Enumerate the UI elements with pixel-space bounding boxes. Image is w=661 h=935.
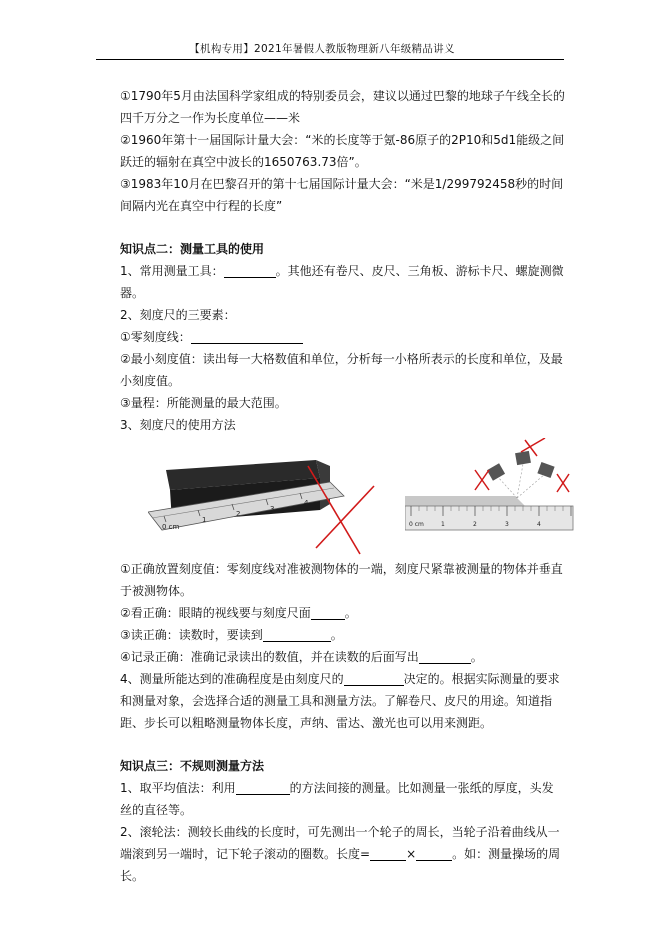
right-tick-2: 2 [473,521,477,528]
history-2: ②1960年第十一届国际计量大会：“米的长度等于氪-86原子的2P10和5d1能级之间跃迁的辐射在真空中波长的1650763.73倍”。 [120,133,565,169]
blank-accuracy [344,671,404,686]
blank-wheel-2 [416,846,452,861]
right-tick-1: 1 [441,521,445,528]
read-correct: ③读正确：读数时，要读到 。 [120,628,343,642]
left-tick-3: 3 [270,505,275,513]
section-2-heading: 知识点二：测量工具的使用 [120,242,265,256]
blank-read [263,627,331,642]
three-elements: 2、刻度尺的三要素： [120,308,236,322]
document-body [120,85,565,887]
range-item: ③量程：所能测量的最大范围。 [120,396,287,410]
right-tick-4: 4 [537,521,541,528]
history-1: ①1790年5月由法国科学家组成的特别委员会，建议以通过巴黎的地球子午线全长的四千万分之一作为长度单位——米 [120,89,565,125]
wheel-method: 2、滚轮法：测较长曲线的长度时，可先测出一个轮子的周长，当轮子沿着曲线从一端滚到另一端时，记下轮子滚动的圈数。长度= × 。如：测量操场的周长。 [120,825,561,883]
ruler-figures [120,438,565,556]
min-division-item: ②最小刻度值：读出每一大格数值和单位，分析每一小格所表示的长度和单位，及最小刻度值。 [120,352,563,388]
common-tools-line: 1、常用测量工具： 。其他还有卷尺、皮尺、三角板、游标卡尺、螺旋测微器。 [120,264,564,300]
ruler-placement-figure [148,438,378,556]
blank-average [236,780,290,795]
zero-line-item: ①零刻度线： [120,326,565,348]
place-correct: ①正确放置刻度值：零刻度线对准被测物体的一端，刻度尺紧靠被测量的物体并垂直于被测物体。 [120,562,563,598]
blank-look [311,605,345,620]
left-ruler-label: 0 cm [162,523,180,531]
record-correct: ④记录正确：准确记录读出的数值，并在读数的后面写出 。 [120,650,483,664]
history-3: ③1983年10月在巴黎召开的第十七届国际计量大会：“米是1/299792458秒的时间间隔内光在真空中行程的长度” [120,177,564,213]
left-tick-2: 2 [236,510,241,518]
blank-zero-line [191,329,303,344]
accuracy-item: 4、测量所能达到的准确程度是由刻度尺的 决定的。根据实际测量的要求和测量对象，会选择合适的测量工具和测量方法。了解卷尺、皮尺的用途。知道指距、步长可以粗略测量物体长度，声纳、雷达、激光也可以用来测距。 [120,672,560,730]
page-header: 【机构专用】2021年暑假人教版物理新八年级精品讲义 [189,43,455,55]
ruler-reading-figure [405,438,575,556]
average-method: 1、取平均值法：利用 的方法间接的测量。比如测量一张纸的厚度，头发丝的直径等。 [120,781,554,817]
right-tick-3: 3 [505,521,509,528]
blank-wheel-1 [370,846,406,861]
left-tick-1: 1 [202,516,207,524]
left-tick-4: 4 [304,499,309,507]
blank-record [419,649,471,664]
section-3-heading: 知识点三：不规则测量方法 [120,759,265,773]
look-correct: ②看正确：眼睛的视线要与刻度尺面 。 [120,606,357,620]
eye-icon [487,451,555,481]
blank-tools [224,263,276,278]
usage-method: 3、刻度尺的使用方法 [120,418,236,432]
right-ruler-label: 0 cm [409,521,424,528]
header-divider [96,59,564,60]
